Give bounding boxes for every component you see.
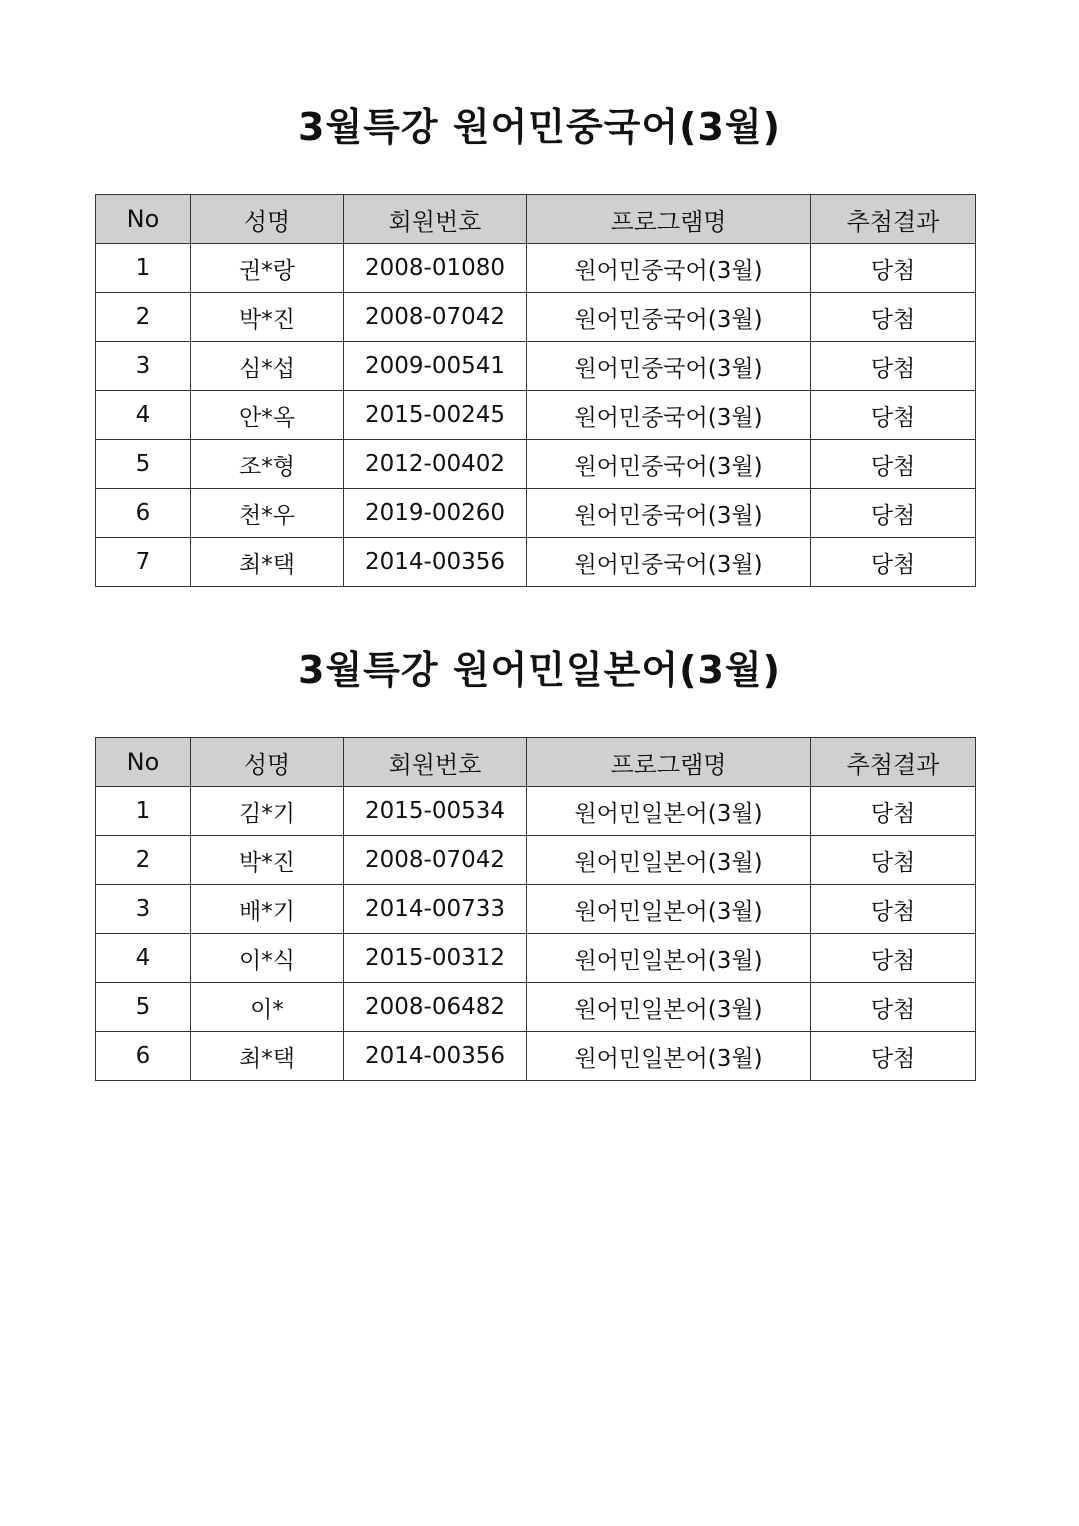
- cell-program-name: 원어민일본어(3월): [527, 787, 811, 836]
- cell-draw-result: 당첨: [811, 440, 976, 489]
- lottery-table-chinese: [95, 194, 976, 587]
- table-row: [96, 538, 976, 587]
- table-header-row: [96, 738, 976, 787]
- header-member-number: 회원번호: [344, 738, 527, 787]
- cell-member-number: 2008-01080: [344, 244, 527, 293]
- header-draw-result: 추첨결과: [811, 738, 976, 787]
- header-no: No: [96, 195, 191, 244]
- cell-draw-result: 당첨: [811, 885, 976, 934]
- cell-draw-result: 당첨: [811, 489, 976, 538]
- table-row: [96, 787, 976, 836]
- header-no: No: [96, 738, 191, 787]
- cell-name: 박*진: [191, 293, 344, 342]
- cell-no: 4: [96, 934, 191, 983]
- cell-draw-result: 당첨: [811, 983, 976, 1032]
- cell-no: 5: [96, 983, 191, 1032]
- table-row: [96, 244, 976, 293]
- header-name: 성명: [191, 195, 344, 244]
- cell-name: 심*섭: [191, 342, 344, 391]
- cell-draw-result: 당첨: [811, 934, 976, 983]
- cell-no: 2: [96, 293, 191, 342]
- cell-program-name: 원어민중국어(3월): [527, 440, 811, 489]
- cell-name: 천*우: [191, 489, 344, 538]
- cell-program-name: 원어민중국어(3월): [527, 244, 811, 293]
- cell-program-name: 원어민중국어(3월): [527, 538, 811, 587]
- cell-member-number: 2015-00245: [344, 391, 527, 440]
- cell-no: 7: [96, 538, 191, 587]
- cell-draw-result: 당첨: [811, 538, 976, 587]
- table-row: [96, 342, 976, 391]
- table-row: [96, 1032, 976, 1081]
- lottery-table-japanese: [95, 737, 976, 1081]
- cell-name: 이*: [191, 983, 344, 1032]
- cell-no: 2: [96, 836, 191, 885]
- cell-program-name: 원어민일본어(3월): [527, 983, 811, 1032]
- header-program-name: 프로그램명: [527, 195, 811, 244]
- cell-member-number: 2019-00260: [344, 489, 527, 538]
- cell-name: 최*택: [191, 1032, 344, 1081]
- cell-no: 4: [96, 391, 191, 440]
- table-row: [96, 440, 976, 489]
- cell-name: 이*식: [191, 934, 344, 983]
- cell-draw-result: 당첨: [811, 244, 976, 293]
- cell-name: 안*옥: [191, 391, 344, 440]
- cell-no: 1: [96, 244, 191, 293]
- cell-program-name: 원어민일본어(3월): [527, 885, 811, 934]
- table-row: [96, 983, 976, 1032]
- cell-member-number: 2009-00541: [344, 342, 527, 391]
- table-row: [96, 836, 976, 885]
- cell-draw-result: 당첨: [811, 293, 976, 342]
- header-member-number: 회원번호: [344, 195, 527, 244]
- table-row: [96, 885, 976, 934]
- header-program-name: 프로그램명: [527, 738, 811, 787]
- cell-member-number: 2015-00312: [344, 934, 527, 983]
- cell-name: 김*기: [191, 787, 344, 836]
- cell-no: 1: [96, 787, 191, 836]
- table-header-row: [96, 195, 976, 244]
- cell-no: 3: [96, 342, 191, 391]
- cell-draw-result: 당첨: [811, 1032, 976, 1081]
- cell-member-number: 2008-07042: [344, 293, 527, 342]
- header-draw-result: 추첨결과: [811, 195, 976, 244]
- cell-program-name: 원어민일본어(3월): [527, 836, 811, 885]
- cell-draw-result: 당첨: [811, 391, 976, 440]
- table-row: [96, 293, 976, 342]
- cell-member-number: 2008-07042: [344, 836, 527, 885]
- cell-no: 5: [96, 440, 191, 489]
- cell-name: 최*택: [191, 538, 344, 587]
- cell-program-name: 원어민중국어(3월): [527, 293, 811, 342]
- cell-draw-result: 당첨: [811, 342, 976, 391]
- cell-program-name: 원어민일본어(3월): [527, 1032, 811, 1081]
- cell-no: 3: [96, 885, 191, 934]
- cell-draw-result: 당첨: [811, 787, 976, 836]
- cell-program-name: 원어민일본어(3월): [527, 934, 811, 983]
- cell-member-number: 2008-06482: [344, 983, 527, 1032]
- header-name: 성명: [191, 738, 344, 787]
- table-row: [96, 489, 976, 538]
- table-row: [96, 391, 976, 440]
- cell-no: 6: [96, 1032, 191, 1081]
- cell-name: 권*랑: [191, 244, 344, 293]
- table-row: [96, 934, 976, 983]
- cell-name: 배*기: [191, 885, 344, 934]
- cell-program-name: 원어민중국어(3월): [527, 489, 811, 538]
- cell-member-number: 2014-00356: [344, 538, 527, 587]
- cell-name: 조*형: [191, 440, 344, 489]
- section-title-chinese: 3월특강 원어민중국어(3월): [298, 105, 781, 149]
- cell-member-number: 2014-00356: [344, 1032, 527, 1081]
- cell-draw-result: 당첨: [811, 836, 976, 885]
- cell-no: 6: [96, 489, 191, 538]
- cell-member-number: 2015-00534: [344, 787, 527, 836]
- cell-member-number: 2014-00733: [344, 885, 527, 934]
- cell-name: 박*진: [191, 836, 344, 885]
- section-title-japanese: 3월특강 원어민일본어(3월): [298, 648, 781, 692]
- cell-program-name: 원어민중국어(3월): [527, 342, 811, 391]
- cell-program-name: 원어민중국어(3월): [527, 391, 811, 440]
- cell-member-number: 2012-00402: [344, 440, 527, 489]
